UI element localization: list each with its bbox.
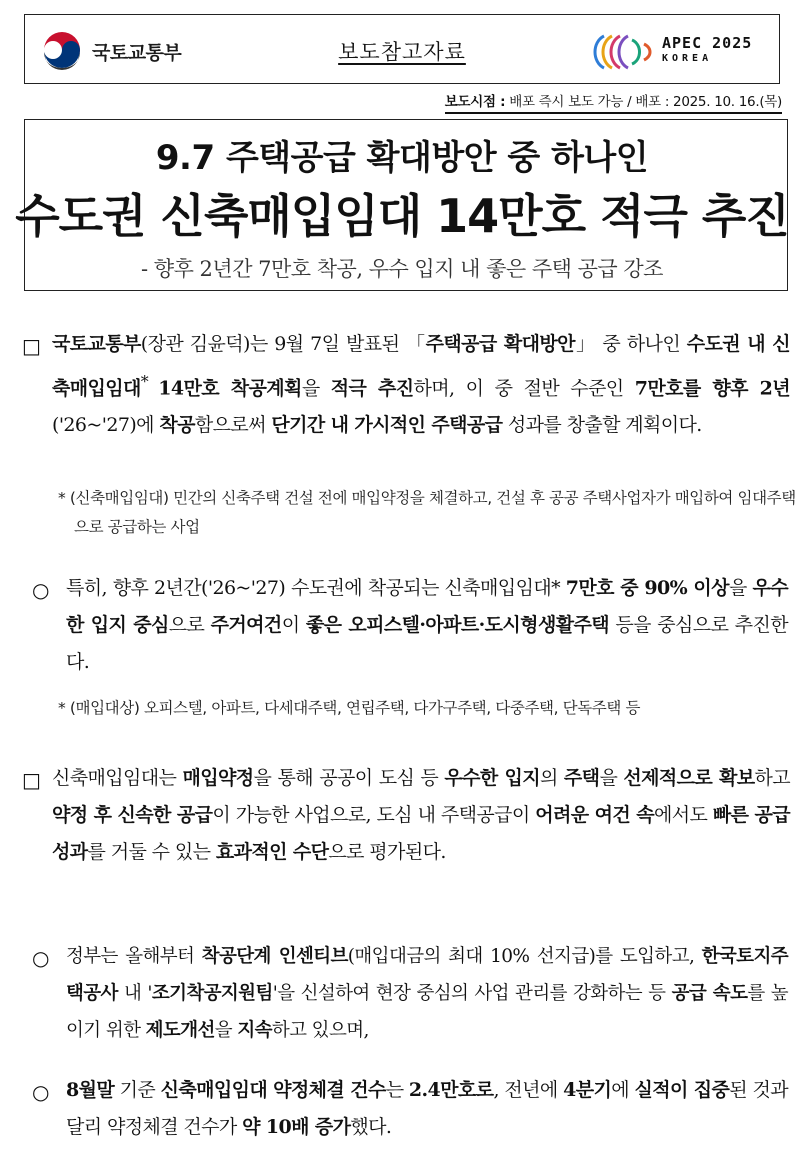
p3-text-4: 우수한 입지 <box>444 767 540 789</box>
p2-text-4: 우수한 입지 중심 <box>66 577 788 636</box>
p2-text-6: 주거여건 <box>210 614 282 636</box>
p5-text-12: 했다. <box>350 1116 392 1138</box>
p1-text-2: (장관 김윤덕)는 9월 7일 발표된 「 <box>140 333 426 355</box>
p4-text-7: '을 신설하여 현장 중심의 사업 관리를 강화하는 등 <box>272 983 672 1004</box>
square-bullet-icon: □ <box>22 334 41 358</box>
p5-text-2: 기준 <box>114 1079 161 1101</box>
p1-text-3: 주택공급 확대방안 <box>425 333 575 355</box>
p3-text-8: 선제적으로 확보 <box>623 767 755 789</box>
p1-text-14: 함으로써 <box>194 414 272 437</box>
p1-text-13: 착공 <box>159 414 195 437</box>
p3-text-17: 으로 평가된다. <box>328 841 446 863</box>
p3-text-15: 를 거둘 수 있는 <box>87 841 216 863</box>
p5-text-5: 2.4만호로 <box>408 1079 494 1101</box>
p5-text-7: 4분기 <box>563 1079 612 1101</box>
p3-text-9: 하고 <box>754 767 790 789</box>
p1-text-8: 을 <box>301 377 331 400</box>
p4-text-8: 공급 속도 <box>671 983 748 1004</box>
p2-text-2: 7만호 중 90% 이상 <box>565 577 729 599</box>
p3-text-1: 신축매입임대는 <box>52 767 183 789</box>
doc-type-text: 보도참고자료 <box>338 40 466 64</box>
p4-text-1: 정부는 올해부터 <box>66 946 202 967</box>
p4-text-2: 착공단계 인센티브 <box>201 946 348 967</box>
p4-text-6: 조기착공지원팀 <box>151 983 273 1004</box>
p2-text-8: 좋은 오피스텔·아파트·도시형생활주택 <box>305 614 609 636</box>
release-text: 배포 즉시 보도 가능 / 배포 : 2025. 10. 16.(목) <box>505 94 782 110</box>
headline-line1: 9.7 주택공급 확대방안 중 하나인 <box>155 138 649 178</box>
p3-text-7: 을 <box>599 767 624 789</box>
circle-bullet-icon: ○ <box>32 1080 50 1104</box>
p3-text-6: 주택 <box>563 767 600 789</box>
paragraph-2 <box>66 570 788 681</box>
p1-text-10: 하며, 이 중 절반 수준인 <box>413 377 635 400</box>
p2-text-1: 특히, 향후 2년간('26~'27) 수도권에 착공되는 신축매입임대* <box>66 577 566 599</box>
p4-text-4: 한국토지주택공사 <box>66 946 788 1004</box>
p5-text-1: 8월말 <box>66 1079 115 1101</box>
circle-bullet-icon: ○ <box>32 946 50 970</box>
square-bullet-icon: □ <box>22 768 41 792</box>
paragraph-3 <box>52 760 790 871</box>
p5-text-11: 약 10배 증가 <box>242 1116 351 1138</box>
p4-text-10: 제도개선 <box>145 1020 215 1041</box>
p1-text-16: 성과를 창출할 계획이다. <box>502 414 702 437</box>
ministry-name: 국토교통부 <box>92 42 182 64</box>
p2-text-5: 으로 <box>168 614 211 636</box>
headline-subtitle: - 향후 2년간 7만호 착공, 우수 입지 내 좋은 주택 공급 강조 <box>141 257 663 281</box>
p1-text-6: * <box>140 372 159 391</box>
p3-text-10: 약정 후 신속한 공급 <box>52 804 213 826</box>
p1-text-9: 적극 추진 <box>330 377 414 400</box>
paragraph-4 <box>66 938 788 1049</box>
p1-text-12: ('26~'27)에 <box>52 414 160 437</box>
p1-text-7: 14만호 착공계획 <box>158 377 302 400</box>
p2-text-9: 등을 중심으로 추진한다. <box>66 614 788 673</box>
p4-text-13: 하고 있으며, <box>271 1020 369 1041</box>
p5-text-6: , 전년에 <box>493 1079 564 1101</box>
release-info <box>445 90 782 114</box>
p2-text-7: 이 <box>281 614 306 636</box>
footnote-1: * (신축매입임대) 민간의 신축주택 건설 전에 매입약정을 체결하고, 건설 후 공공 주택사업자가 매입하여 임대주택으로 공급하는 사업 <box>58 489 796 536</box>
p5-text-10: 된 것과 달리 약정체결 건수가 <box>66 1079 788 1138</box>
p3-text-14: 빠른 공급성과 <box>52 804 791 863</box>
p1-text-1: 국토교통부 <box>52 333 141 355</box>
p5-text-9: 실적이 집중 <box>634 1079 730 1101</box>
footnote-2: * (매입대상) 오피스텔, 아파트, 다세대주택, 연립주택, 다가구주택, 다중주택, 단독주택 등 <box>58 699 641 717</box>
apec-title: APEC 2025 <box>662 34 753 52</box>
p3-text-12: 어려운 여건 속 <box>535 804 655 826</box>
p1-text-15: 단기간 내 가시적인 주택공급 <box>271 414 503 437</box>
p3-text-3: 을 통해 공공이 도심 등 <box>253 767 445 789</box>
paragraph-5 <box>66 1072 788 1146</box>
p5-text-4: 는 <box>385 1079 409 1101</box>
paragraph-1 <box>52 326 790 444</box>
p4-text-5: 내 ' <box>117 983 152 1004</box>
p5-text-8: 에 <box>611 1079 635 1101</box>
p1-text-11: 7만호를 향후 2년 <box>634 377 791 400</box>
p5-text-3: 신축매입임대 약정체결 건수 <box>160 1079 386 1101</box>
headline-line2: 수도권 신축매입임대 14만호 적극 추진 <box>15 189 789 243</box>
p2-text-3: 을 <box>728 577 753 599</box>
p1-text-4: 」 중 하나인 <box>574 333 687 355</box>
p3-text-11: 이 가능한 사업으로, 도심 내 주택공급이 <box>212 804 536 826</box>
p4-text-9: 를 높이기 위한 <box>66 983 789 1041</box>
p4-text-11: 을 <box>214 1020 238 1041</box>
p1-text-5: 수도권 내 신축매입임대 <box>52 333 790 400</box>
p3-text-5: 의 <box>539 767 564 789</box>
p3-text-13: 에서도 <box>654 804 713 826</box>
apec-subtitle: KOREA <box>662 53 713 64</box>
circle-bullet-icon: ○ <box>32 578 50 602</box>
p4-text-12: 지속 <box>237 1020 272 1041</box>
p4-text-3: (매입대금의 최대 10% 선지급)를 도입하고, <box>347 946 702 967</box>
release-label: 보도시점 : <box>444 94 506 110</box>
p3-text-16: 효과적인 수단 <box>215 841 329 863</box>
p3-text-2: 매입약정 <box>182 767 254 789</box>
